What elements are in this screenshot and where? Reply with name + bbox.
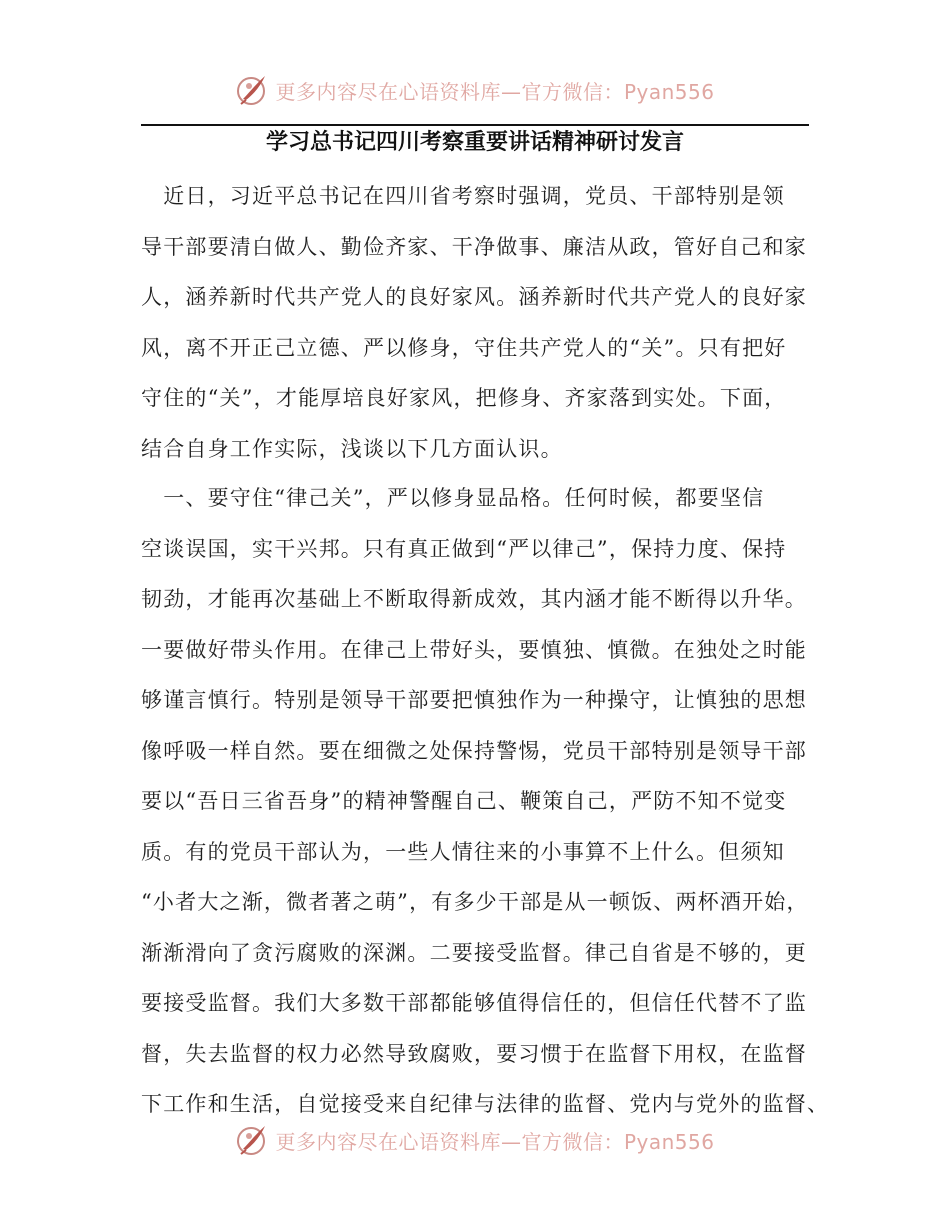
text-line: 空谈误国，实干兴邦。只有真正做到“严以律己”，保持力度、保持	[141, 536, 787, 561]
quill-pen-circle-icon	[235, 1123, 269, 1157]
text-line: 要以“吾日三省吾身”的精神警醒自己、鞭策自己，严防不知不觉变	[141, 789, 787, 813]
text-line: “小者大之渐，微者著之萌”，有多少干部是从一顿饭、两杯酒开始，	[141, 890, 809, 914]
text-line: 够谨言慎行。特别是领导干部要把慎独作为一种操守，让慎独的思想	[141, 688, 807, 712]
paragraph-intro	[141, 171, 811, 474]
header-banner-text: 更多内容尽在心语资料库—官方微信：Pyan556	[275, 79, 715, 104]
text-line: 结合自身工作实际，浅谈以下几方面认识。	[141, 436, 563, 461]
footer-banner	[0, 1118, 950, 1162]
text-line: 人，涵养新时代共产党人的良好家风。涵养新时代共产党人的良好家	[141, 285, 807, 309]
text-line: 下工作和生活，自觉接受来自纪律与法律的监督、党内与党外的监督、	[141, 1092, 830, 1116]
document-title: 学习总书记四川考察重要讲话精神研讨发言	[265, 130, 684, 155]
text-line: 一要做好带头作用。在律己上带好头，要慎独、慎微。在独处之时能	[141, 637, 807, 662]
text-line: 一、要守住“律己关”，严以修身显品格。任何时候，都要坚信	[141, 486, 765, 510]
text-line: 像呼吸一样自然。要在细微之处保持警惕，党员干部特别是领导干部	[141, 738, 807, 763]
quill-pen-circle-icon	[235, 73, 269, 107]
text-line: 要接受监督。我们大多数干部都能够值得信任的，但信任代替不了监	[141, 991, 807, 1015]
header-banner	[0, 68, 950, 112]
text-line: 近日，习近平总书记在四川省考察时强调，党员、干部特别是领	[141, 184, 785, 208]
text-line: 韧劲，才能再次基础上不断取得新成效，其内涵才能不断得以升华。	[141, 587, 807, 611]
text-line: 渐渐滑向了贪污腐败的深渊。二要接受监督。律己自省是不够的，更	[141, 940, 807, 965]
text-line: 风，离不开正己立德、严以修身，守住共产党人的“关”。只有把好	[141, 335, 787, 360]
paragraph-section-one	[141, 473, 830, 1130]
text-line: 质。有的党员干部认为，一些人情往来的小事算不上什么。但须知	[141, 839, 785, 864]
text-line: 导干部要清白做人、勤俭齐家、干净做事、廉洁从政，管好自己和家	[141, 234, 807, 259]
text-line: 守住的“关”，才能厚培良好家风，把修身、齐家落到实处。下面，	[141, 386, 787, 410]
text-line: 督，失去监督的权力必然导致腐败，要习惯于在监督下用权，在监督	[141, 1041, 807, 1066]
footer-banner-text: 更多内容尽在心语资料库—官方微信：Pyan556	[275, 1129, 715, 1154]
header-divider	[141, 124, 809, 126]
